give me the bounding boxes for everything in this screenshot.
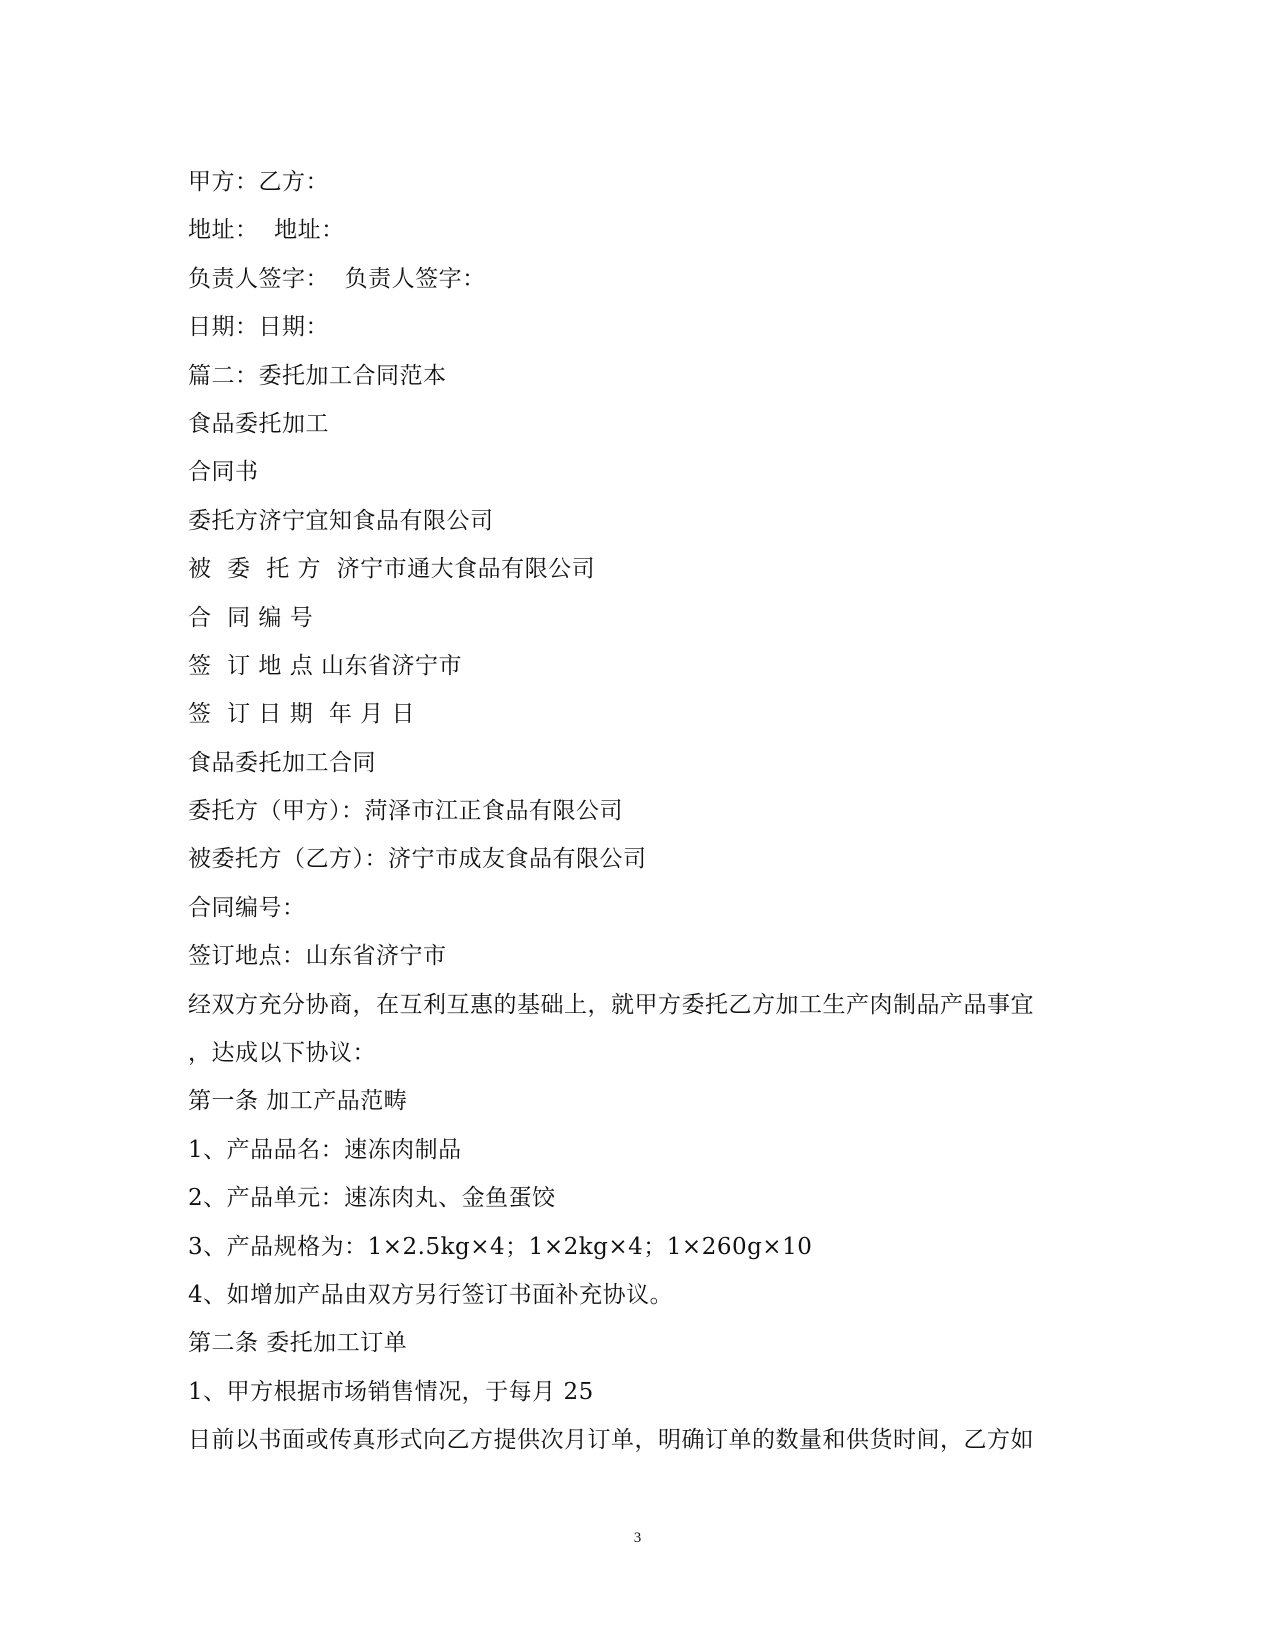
section-heading: 篇二：委托加工合同范本 — [188, 362, 447, 389]
article-1-item-3: 3、产品规格为：1×2.5kg×4；1×2kg×4；1×260g×10 — [188, 1233, 813, 1260]
signing-place-label: 签订地点：山东省济宁市 — [188, 943, 447, 970]
title-line-1: 食品委托加工 — [188, 410, 329, 437]
contract-number-label: 合同编号： — [188, 894, 306, 921]
article-1-item-4: 4、如增加产品由双方另行签订书面补充协议。 — [188, 1281, 674, 1308]
article-2-heading: 第二条 委托加工订单 — [188, 1330, 408, 1357]
document-body — [188, 158, 1098, 1465]
preamble-line-1: 经双方充分协商，在互利互惠的基础上，就甲方委托乙方加工生产肉制品产品事宜 — [188, 991, 1034, 1018]
party-a-b-line: 甲方：乙方： — [188, 169, 329, 195]
entrusting-party-line: 委托方济宁宜知食品有限公司 — [188, 507, 494, 534]
article-1-item-1: 1、产品品名：速冻肉制品 — [188, 1136, 462, 1163]
title-line-2: 合同书 — [188, 459, 259, 486]
page-number: 3 — [633, 1530, 642, 1546]
address-line: 地址： 地址： — [188, 217, 345, 244]
signing-place-line: 签 订 地 点 山东省济宁市 — [188, 652, 463, 679]
contract-number-line: 合 同 编 号 — [188, 604, 314, 631]
party-a-line: 委托方（甲方）：菏泽市江正食品有限公司 — [188, 798, 623, 825]
article-1-item-2: 2、产品单元：速冻肉丸、金鱼蛋饺 — [188, 1185, 556, 1212]
article-1-heading: 第一条 加工产品范畴 — [188, 1088, 408, 1115]
date-line: 日期：日期： — [188, 314, 329, 341]
entrusted-party-line: 被 委 托 方 济宁市通大食品有限公司 — [188, 556, 596, 583]
contract-title: 食品委托加工合同 — [188, 749, 376, 776]
article-2-item-1: 1、甲方根据市场销售情况，于每月 25 — [188, 1378, 594, 1405]
preamble-line-2: ，达成以下协议： — [188, 1040, 376, 1067]
signing-date-line: 签 订 日 期 年 月 日 — [188, 701, 415, 728]
signature-line: 负责人签字： 负责人签字： — [188, 265, 486, 292]
party-b-line: 被委托方（乙方）：济宁市成友食品有限公司 — [188, 846, 647, 873]
article-2-item-1-continued: 日前以书面或传真形式向乙方提供次月订单，明确订单的数量和供货时间，乙方如 — [188, 1427, 1034, 1454]
